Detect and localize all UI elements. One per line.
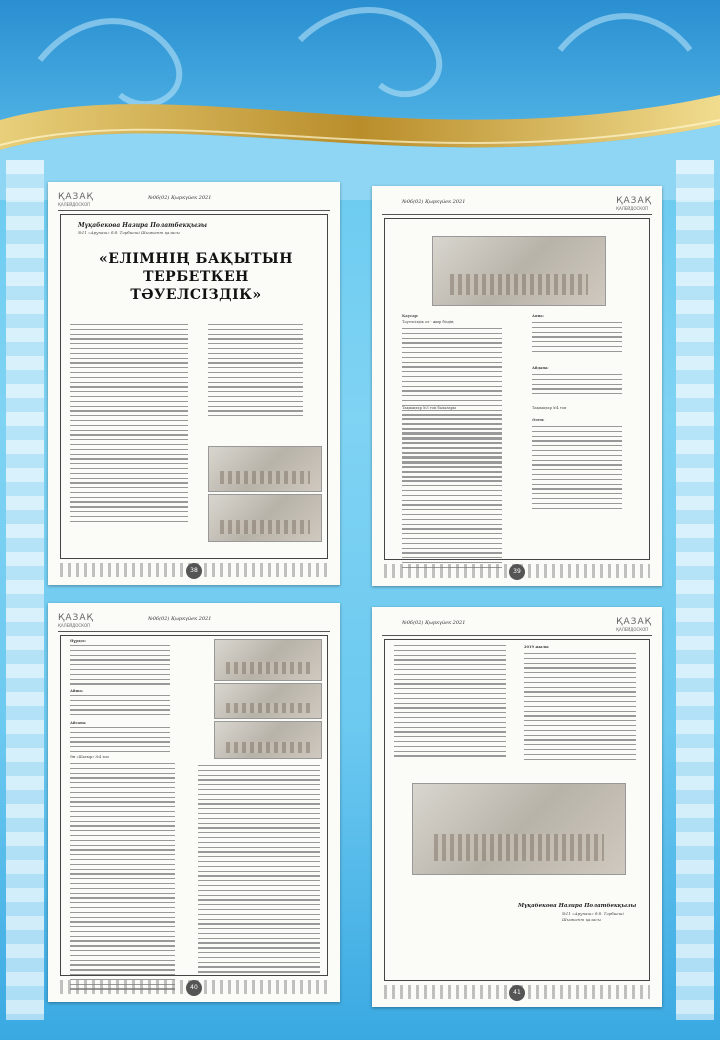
magazine-logo: ҚАЗАҚ ҚАЛЕЙДОСКОП (616, 617, 652, 632)
text-column-left (70, 645, 170, 688)
section-heading: 2019 жылы (524, 645, 549, 649)
section-heading: Аяна: (532, 314, 544, 318)
page-number: 39 (509, 564, 525, 580)
author-name: Мұқабекова Назира Полатбекқызы (518, 903, 637, 909)
children-performance-photo (432, 236, 606, 306)
text-column-right (532, 374, 622, 398)
author-affiliation: №11 «Арупаш» б.б. Тәрбиеші Шымкент қаласы (78, 230, 180, 235)
text-column-left (402, 418, 502, 572)
text-column-left (70, 727, 170, 756)
article-title: «ЕЛІМНІҢ БАҚЫТЫН ТЕРБЕТКЕН ТӘУЕЛСІЗДІК» (99, 251, 293, 303)
text-column-right (532, 322, 622, 356)
author-name: Мұқабекова Назира Полатбекқызы (78, 222, 207, 229)
event-photo (208, 446, 322, 492)
magazine-page-40 (48, 603, 340, 1002)
event-photo (214, 639, 322, 681)
subsection-note: Тақпақтар №3 топ балалары (402, 406, 456, 410)
event-photo (214, 683, 322, 719)
ornamental-header-swirl (0, 0, 720, 200)
issue-label: №06(02) Қыркүйек 2021 (402, 620, 466, 626)
classroom-photo (412, 783, 626, 875)
text-column-left (394, 645, 506, 760)
magazine-logo: ҚАЗАҚ ҚАЛЕЙДОСКОП (58, 613, 94, 628)
author-affiliation: №11 «Арупаш» б.б. Тәрбиеші Шымкент қаласы (562, 911, 624, 922)
left-ornament-border (6, 160, 44, 1020)
section-heading: Айша: (70, 689, 84, 693)
event-photo (214, 721, 322, 759)
section-heading: Айсана: (70, 721, 87, 725)
issue-label: №06(02) Қыркүйек 2021 (148, 616, 212, 622)
issue-label: №06(02) Қыркүйек 2021 (148, 195, 212, 201)
text-column-right (208, 324, 303, 420)
text-column-right (524, 653, 636, 763)
right-ornament-border (676, 160, 714, 1020)
page-number: 40 (186, 980, 202, 996)
magazine-page-41 (372, 607, 662, 1007)
text-column-left (70, 324, 188, 525)
text-column-right (532, 426, 622, 512)
event-photo (208, 494, 322, 542)
section-heading: Айдана: (532, 366, 549, 370)
section-heading: Қаусар: (402, 314, 419, 318)
song-line: Ән «Шатыр» №4 топ (70, 755, 109, 759)
page-number: 41 (509, 985, 525, 1001)
magazine-logo: ҚАЗАҚ ҚАЛЕЙДОСКОП (58, 192, 94, 207)
text-column-left (70, 695, 170, 719)
magazine-logo: ҚАЗАҚ ҚАЛЕЙДОСКОП (616, 196, 652, 211)
page-number: 38 (186, 563, 202, 579)
song-line: Тәуелсіздік ол - жыр біздің (402, 320, 454, 324)
section-heading: Әлем: (532, 418, 545, 422)
text-column-right (198, 765, 320, 976)
text-column-left (70, 763, 175, 993)
subsection-note: Тақпақтар №4 топ (532, 406, 567, 410)
magazine-page-38 (48, 182, 340, 585)
issue-label: №06(02) Қыркүйек 2021 (402, 199, 466, 205)
magazine-page-39 (372, 186, 662, 586)
section-heading: Нұрдос: (70, 639, 87, 643)
